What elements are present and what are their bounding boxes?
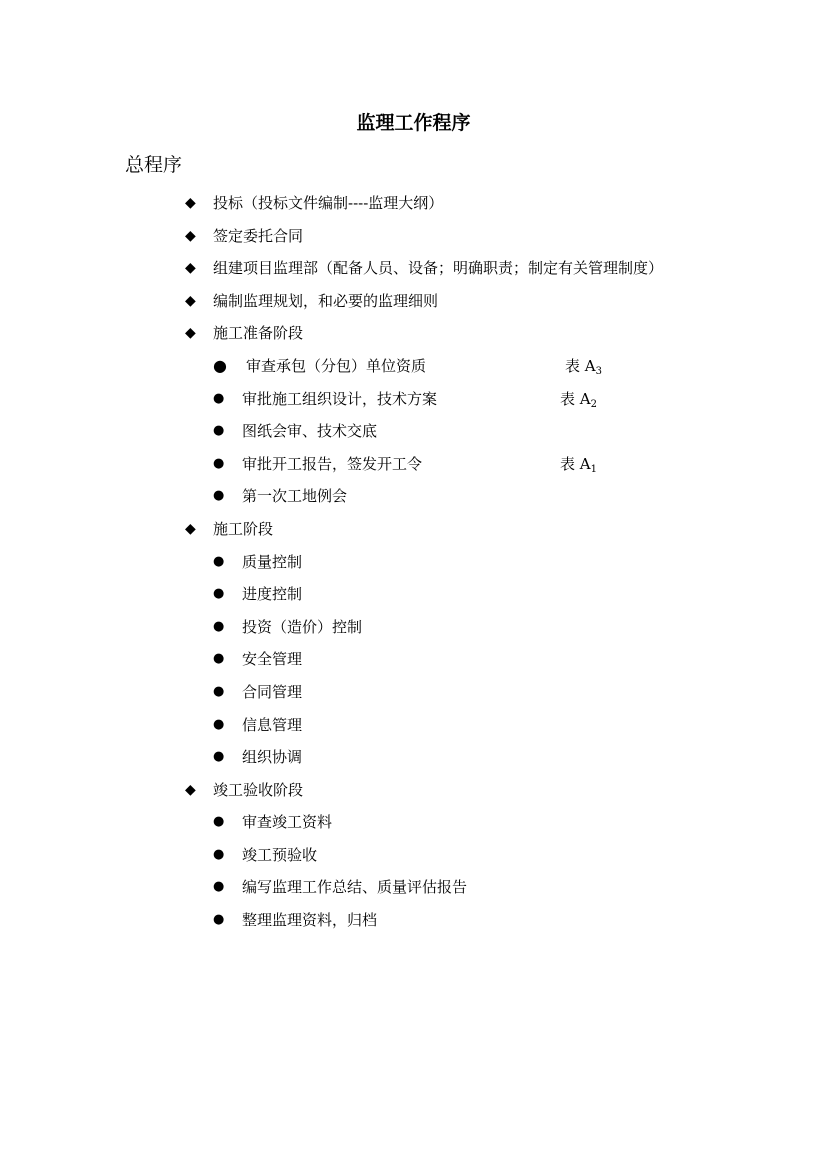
procedure-step [0, 418, 827, 451]
procedure-step [0, 744, 827, 777]
procedure-stage [0, 288, 827, 321]
dot-bullet-icon: ● [213, 651, 225, 667]
item-text: 进度控制 [242, 585, 303, 604]
dot-bullet-icon: ● [213, 749, 225, 765]
procedure-step [0, 874, 827, 907]
item-text: 施工阶段 [213, 519, 274, 538]
procedure-step [0, 646, 827, 679]
dot-bullet-icon: ● [213, 423, 225, 439]
procedure-step [0, 809, 827, 842]
procedure-list [0, 190, 827, 940]
procedure-step [0, 842, 827, 875]
dot-bullet-icon: ● [213, 390, 225, 406]
document-title: 监理工作程序 [356, 112, 471, 134]
diamond-bullet-icon: ◆ [185, 781, 196, 798]
procedure-stage [0, 516, 827, 549]
procedure-step [0, 483, 827, 516]
procedure-stage [0, 777, 827, 810]
dot-bullet-icon: ● [213, 455, 225, 471]
form-reference [560, 386, 597, 412]
dot-bullet-icon: ● [213, 586, 225, 602]
procedure-step [0, 549, 827, 582]
item-text: 签定委托合同 [213, 226, 304, 245]
procedure-step [0, 907, 827, 940]
form-number: 1 [590, 463, 597, 475]
dot-bullet-icon: ● [213, 618, 225, 634]
item-text: 整理监理资料，归档 [242, 911, 378, 930]
procedure-step [0, 712, 827, 745]
procedure-step [0, 451, 827, 484]
dot-bullet-icon: ● [213, 912, 225, 928]
procedure-stage [0, 223, 827, 256]
form-reference [565, 353, 602, 379]
form-number: 2 [590, 398, 597, 410]
procedure-step [0, 679, 827, 712]
item-text: 审查承包（分包）单位资质 [246, 356, 427, 375]
section-heading: 总程序 [125, 154, 183, 176]
procedure-step [0, 581, 827, 614]
procedure-stage [0, 190, 827, 223]
item-text: 审批开工报告，签发开工令 [242, 454, 423, 473]
dot-bullet-icon: ● [213, 846, 225, 862]
dot-bullet-icon: ● [213, 814, 225, 830]
dot-bullet-icon: ● [213, 355, 227, 375]
item-text: 组建项目监理部（配备人员、设备；明确职责；制定有关管理制度） [213, 259, 664, 278]
item-text: 组织协调 [242, 748, 303, 767]
item-text: 第一次工地例会 [242, 487, 348, 506]
form-prefix: 表 A [565, 356, 596, 375]
form-prefix: 表 A [560, 454, 591, 473]
item-text: 审查竣工资料 [242, 813, 333, 832]
dot-bullet-icon: ● [213, 879, 225, 895]
item-text: 编写监理工作总结、质量评估报告 [242, 878, 468, 897]
form-number: 3 [595, 365, 602, 377]
form-prefix: 表 A [560, 389, 591, 408]
diamond-bullet-icon: ◆ [185, 292, 196, 309]
item-text: 信息管理 [242, 715, 303, 734]
item-text: 安全管理 [242, 650, 303, 669]
item-text: 施工准备阶段 [213, 324, 304, 343]
item-text: 审批施工组织设计，技术方案 [242, 389, 438, 408]
item-text: 图纸会审、技术交底 [242, 422, 378, 441]
item-text: 编制监理规划，和必要的监理细则 [213, 291, 439, 310]
item-text: 竣工验收阶段 [213, 780, 304, 799]
diamond-bullet-icon: ◆ [185, 195, 196, 211]
procedure-step [0, 353, 827, 386]
diamond-bullet-icon: ◆ [185, 520, 196, 537]
dot-bullet-icon: ● [213, 553, 225, 569]
item-text: 合同管理 [242, 682, 303, 701]
procedure-stage [0, 320, 827, 353]
diamond-bullet-icon: ◆ [185, 325, 196, 342]
item-text: 质量控制 [242, 552, 303, 571]
dot-bullet-icon: ● [213, 488, 225, 504]
form-reference [560, 451, 597, 477]
procedure-stage [0, 255, 827, 288]
dot-bullet-icon: ● [213, 683, 225, 699]
procedure-step [0, 614, 827, 647]
item-text: 竣工预验收 [242, 845, 318, 864]
diamond-bullet-icon: ◆ [185, 260, 196, 277]
item-text: 投资（造价）控制 [242, 617, 363, 636]
procedure-step [0, 386, 827, 419]
dot-bullet-icon: ● [213, 716, 225, 732]
diamond-bullet-icon: ◆ [185, 227, 196, 244]
item-text: 投标（投标文件编制----监理大纲） [213, 194, 444, 212]
